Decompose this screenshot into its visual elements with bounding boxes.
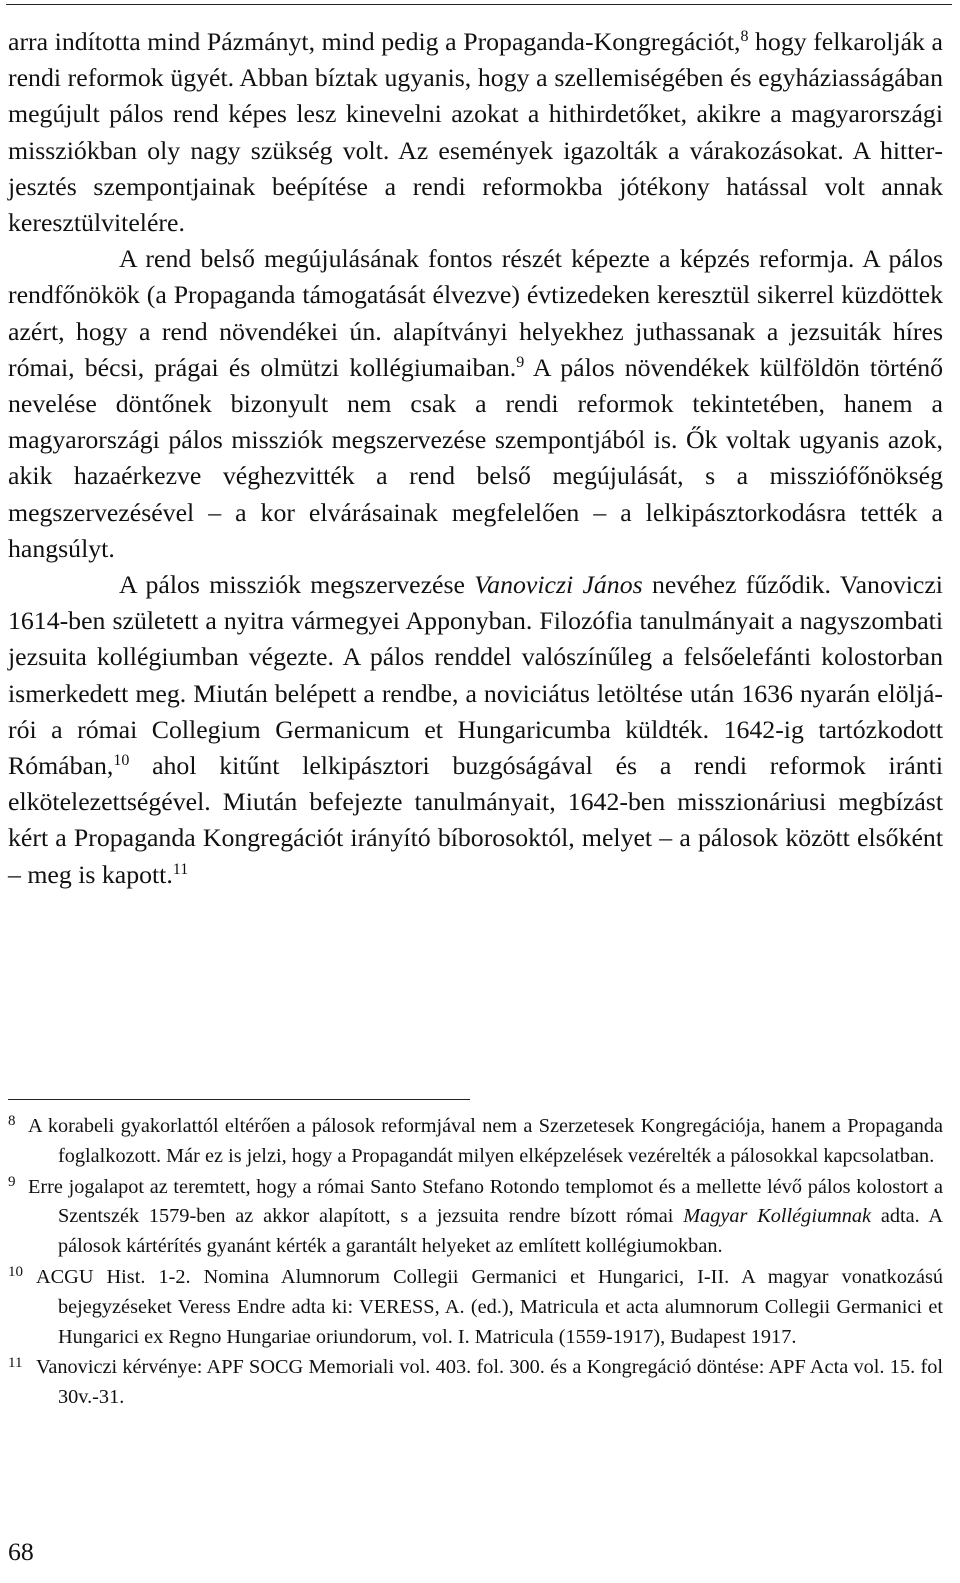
text-run: ahol kitűnt lelkipásztori buzgóságával és a rendi reformok iránti elkötelezettségével. Miután befejezte tanulmányait, 1642-ben misszionáriusi megbízást kért a Propaganda Kongregációt irányító bíborosoktól, melyet – a pálosok között elsőként – meg is kapott. (8, 751, 943, 889)
text-run: nevéhez fűződik. Vanoviczi 1614-ben született a nyitra vármegyei Apponyban. Filozófia tanulmányait a nagyszombati jezsuita kollégiumban végezte. A pálos renddel valószínűleg a felsőelefánti kolostorban ismerkedett meg. Miután belépett a rendbe, a noviciátus letöltése után 1636 nyarán elöljárói a római Collegium Germanicum et Hungaricumba küldték. 1642-ig tartózkodott Rómában, (8, 570, 943, 781)
footnote-separator (8, 1099, 470, 1100)
footnote-text: adta. A pálosok kártérítés gyanánt kérték a garantált helyeket az említett kollégiumokban. (58, 1205, 943, 1258)
header-rule (6, 4, 952, 5)
footnote-text: Erre jogalapot az teremtett, hogy a római Santo Stefano Rotondo templomot és a mellette lévő pálos kolostort a Szentszék 1579-ben az akkor alapított, s a jezsuita rendre bízott római (28, 1175, 943, 1228)
text-run: hogy felkarolják a rendi reformok ügyét. Abban bíztak ugyanis, hogy a szellemiségében és egyháziasságában megújult pálos rend képes lesz kinevelni azokat a hithirdetőket, akikre a magyarországi missziókban oly nagy szükség volt. Az események igazolták a várakozásokat. A hitterjesztés szempontjainak beépítése a rendi reformokba jótékony hatással volt annak keresztülvitelére. (8, 27, 943, 238)
footnote-italic: Magyar Kollégiumnak (683, 1205, 872, 1228)
paragraph-1 (8, 24, 943, 241)
footnote-10: 10 ACGU Hist. 1-2. Nomina Alumnorum Collegii Germanici et Hungarici, I-II. A magyar vonatkozású bejegyzéseket Veress Endre adta ki: VERESS, A. (ed.), Matricula et acta alumnorum Collegii Germanici et Hungarici ex Regno Hungariae oriundorum, vol. I. Matricula (1559-1917), Budapest 1917. (8, 1264, 943, 1348)
paragraph-3 (8, 567, 943, 893)
page-number: 68 (8, 1537, 34, 1566)
footnote-11: 11 Vanoviczi kérvénye: APF SOCG Memoriali vol. 403. fol. 300. és a Kongregáció döntése: APF Acta vol. 15. fol 30v.-31. (8, 1354, 943, 1409)
footnotes (8, 1112, 943, 1414)
text-run: A pálos missziók megszervezése (119, 570, 475, 600)
text-run: arra indította mind Pázmányt, mind pedig a Propaganda-Kongregációt, (8, 27, 741, 56)
footnote-text: A korabeli gyakorlattól eltérően a pálosok reformjával nem a Szerzetesek Kongregációja, hanem a Propaganda foglalkozott. Már ez is jelzi, hogy a Propagandát milyen elképzelések vezérelték a pálosokkal kapcsolatban. (28, 1115, 943, 1167)
main-text (8, 24, 943, 893)
footnote-text: Vanoviczi kérvénye: APF SOCG Memoriali vol. 403. fol. 300. és a Kongregáció döntése: APF Acta vol. 15. fol 30v.-31. (36, 1356, 943, 1409)
footnote-ref-11[interactable]: 11 (172, 860, 189, 878)
footnote-8: 8 A korabeli gyakorlattól eltérően a pálosok reformjával nem a Szerzetesek Kongregációja, hanem a Propaganda foglalkozott. Már ez is jelzi, hogy a Propagandát milyen elképzelések vezérelték a pálosokkal kapcsolatban. (8, 1113, 943, 1167)
paragraph-2 (8, 241, 943, 567)
text-run: A rend belső megújulásának fontos részét képezte a képzés reformja. A pálos rendfőnökök (a Propaganda támogatását élvezve) évtizedeken keresztül sikerrel küzdöttek azért, hogy a rend növendékei ún. alapítványi helyekhez juthassanak a jezsuiták híres római, bécsi, prágai és olmützi kollégiumaiban. (8, 244, 943, 382)
footnote-9: 9 Erre jogalapot az teremtett, hogy a római Santo Stefano Rotondo templomot és a mellette lévő pálos kolostort a Szentszék 1579-ben az akkor alapított, s a jezsuita rendre bízott római Magyar Kollégiumnak adta. A pálosok kártérítés gyanánt kérték a garantált helyeket az említett kollégiumokban. (8, 1173, 943, 1258)
footnote-ref-10[interactable]: 10 (113, 752, 130, 770)
text-run: A pálos növendékek külföldön történő nevelése döntőnek bizonyult nem csak a rendi reformok tekintetében, hanem a magyarországi pálos missziók megszervezése szempontjából is. Ők voltak ugyanis azok, akik hazaérkezve véghezvitték a rend belső megújulását, s a missziófőnökség megszervezésével – a kor elvárásainak megfelelően – a lelkipásztorkodásra tették a hangsúlyt. (8, 352, 943, 563)
footnote-text: ACGU Hist. 1-2. Nomina Alumnorum Collegii Germanici et Hungarici, I-II. A magyar vonatkozású bejegyzéseket Veress Endre adta ki: VERESS, A. (ed.), Matricula et acta alumnorum Collegii Germanici et Hungarici ex Regno Hungariae oriundorum, vol. I. Matricula (1559-1917), Budapest 1917. (36, 1265, 943, 1348)
footnote-ref-8[interactable]: 8 (740, 28, 749, 46)
footnote-ref-9[interactable]: 9 (516, 354, 525, 372)
person-name: Vanoviczi János (474, 570, 643, 600)
